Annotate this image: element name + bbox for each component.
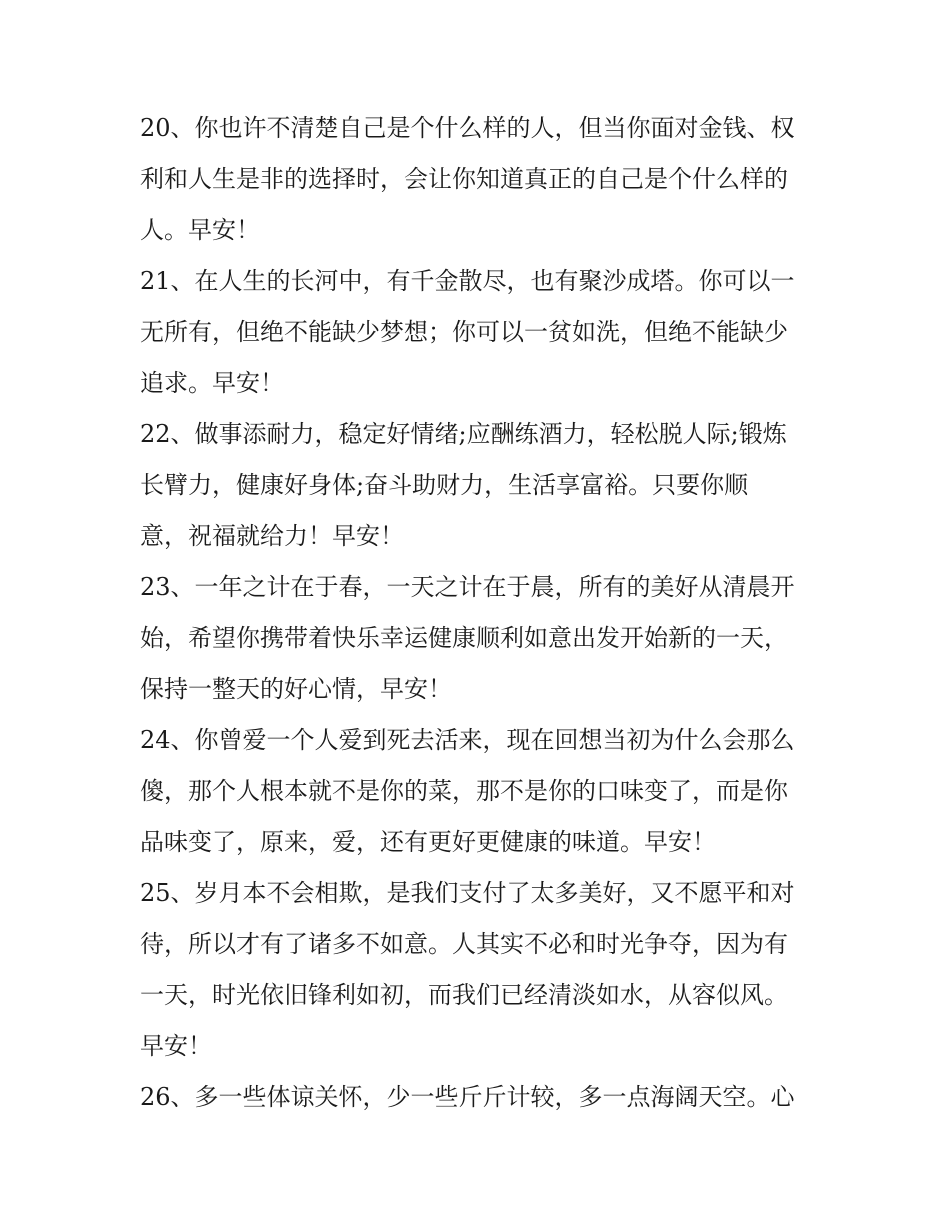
text-line-18: 一天，时光依旧锋利如初，而我们已经清淡如水，从容似风。 xyxy=(140,981,788,1009)
text-line-8: 长臂力，健康好身体;奋斗助财力，生活享富裕。只要你顺 xyxy=(140,471,749,499)
text-line-6: 追求。早安！ xyxy=(140,369,284,397)
text-line-17: 待，所以才有了诸多不如意。人其实不必和时光争夺，因为有 xyxy=(140,930,788,958)
text-line-2: 利和人生是非的选择时，会让你知道真正的自己是个什么样的 xyxy=(140,165,788,193)
text-line-9: 意，祝福就给力！早安！ xyxy=(140,522,404,550)
text-line-16: 25、岁月本不会相欺，是我们支付了太多美好，又不愿平和对 xyxy=(140,879,795,907)
text-line-14: 傻，那个人根本就不是你的菜，那不是你的口味变了，而是你 xyxy=(140,777,788,805)
text-line-5: 无所有，但绝不能缺少梦想；你可以一贫如洗，但绝不能缺少 xyxy=(140,318,788,346)
text-line-13: 24、你曾爱一个人爱到死去活来，现在回想当初为什么会那么 xyxy=(140,726,795,754)
text-line-20: 26、多一些体谅关怀，少一些斤斤计较，多一点海阔天空。心 xyxy=(140,1083,795,1111)
text-line-7: 22、做事添耐力，稳定好情绪;应酬练酒力，轻松脱人际;锻炼 xyxy=(140,420,787,448)
text-line-15: 品味变了，原来，爱，还有更好更健康的味道。早安！ xyxy=(140,828,716,856)
text-line-19: 早安！ xyxy=(140,1032,212,1060)
text-line-1: 20、你也许不清楚自己是个什么样的人，但当你面对金钱、权 xyxy=(140,114,795,142)
document-body xyxy=(140,103,820,1123)
text-line-3: 人。早安！ xyxy=(140,216,260,244)
text-line-4: 21、在人生的长河中，有千金散尽，也有聚沙成塔。你可以一 xyxy=(140,267,795,295)
text-line-11: 始，希望你携带着快乐幸运健康顺利如意出发开始新的一天， xyxy=(140,624,788,652)
text-line-10: 23、一年之计在于春，一天之计在于晨，所有的美好从清晨开 xyxy=(140,573,795,601)
text-line-12: 保持一整天的好心情，早安！ xyxy=(140,675,452,703)
